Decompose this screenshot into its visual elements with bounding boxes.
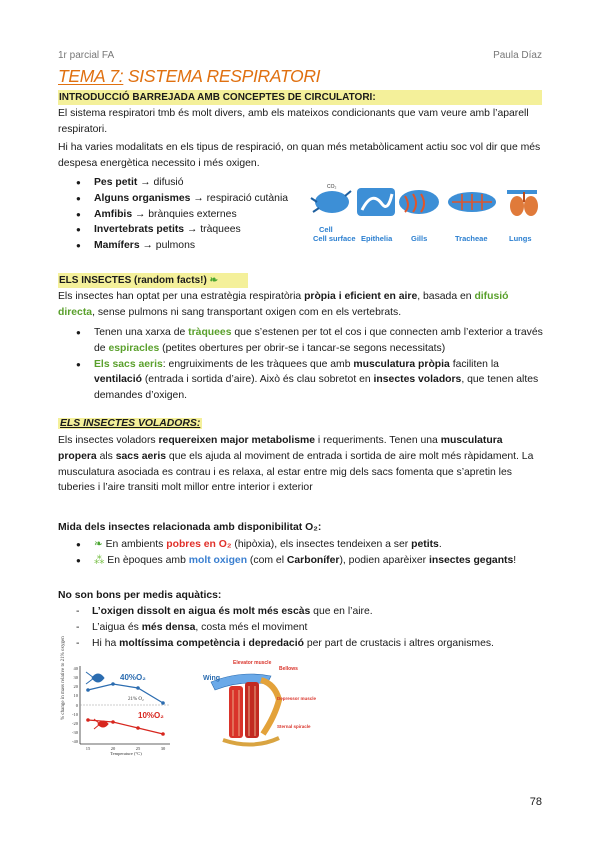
insects-list bbox=[58, 325, 544, 404]
tracheae-illustration bbox=[448, 192, 496, 212]
flying-heading: ELS INSECTES VOLADORS: bbox=[60, 418, 201, 429]
series-10-point bbox=[111, 720, 115, 724]
label-wing: Wing bbox=[203, 675, 221, 682]
list-item: - Hi ha moltíssima competència i depredació per part de crustacis i altres organismes. bbox=[58, 636, 544, 652]
size-list bbox=[58, 537, 544, 569]
co2-label: CO₂ bbox=[327, 184, 337, 190]
insects-heading bbox=[58, 273, 248, 288]
item-rest: → tràquees bbox=[184, 224, 241, 236]
item-bold: Invertebrats petits bbox=[94, 224, 185, 236]
series-40-point bbox=[136, 686, 140, 690]
title-prefix: TEMA 7: bbox=[58, 66, 124, 86]
label-tracheae: Tracheae bbox=[455, 234, 488, 243]
title-rest: SISTEMA RESPIRATORI bbox=[123, 66, 321, 86]
series-40-point bbox=[111, 682, 115, 686]
label-gills: Gills bbox=[411, 234, 428, 243]
series-40-point bbox=[161, 701, 165, 705]
item-bold: Pes petit bbox=[94, 177, 138, 188]
item-rest: → brànquies externes bbox=[132, 208, 237, 220]
size-heading: Mida dels insectes relacionada amb disponibilitat O₂: bbox=[58, 522, 322, 533]
list-item: - L’oxigen dissolt en aigua és molt més escàs que en l’aire. bbox=[58, 604, 544, 620]
epithelia-illustration bbox=[357, 188, 395, 216]
list-item bbox=[58, 175, 308, 191]
x-tick: 15 bbox=[85, 746, 91, 751]
header-course: 1r parcial FA bbox=[58, 50, 115, 61]
oxygen-mass-graph bbox=[58, 636, 178, 756]
respiration-organs-figure bbox=[307, 180, 545, 250]
series-10-point bbox=[136, 726, 140, 730]
label-40-o2: 40%O₂ bbox=[120, 673, 146, 682]
y-tick: -20 bbox=[72, 721, 78, 726]
series-40-point bbox=[86, 688, 90, 692]
page-number: 78 bbox=[529, 796, 542, 808]
page-title bbox=[58, 66, 320, 87]
insects-paragraph: Els insectes han optat per una estratègia respiratòria pròpia i eficient en aire, basada en difusió directa, sense pulmons ni sang transportant oxigen com en els vertebrats. bbox=[58, 291, 509, 318]
label-21-o2: 21% O₂ bbox=[128, 697, 144, 702]
insect-flight-muscle-illustration bbox=[193, 656, 317, 756]
list-item: ● Els sacs aeris: engruiximents de les tràquees que amb musculatura pròpia faciliten la ventilació (entrada i sortida d’aire). Això és clau sobretot en insectes voladors, que tenen altes demandes d’oxigen. bbox=[58, 357, 544, 404]
y-tick: 20 bbox=[73, 684, 78, 689]
list-item bbox=[58, 191, 308, 207]
y-tick: 10 bbox=[73, 693, 78, 698]
aquatic-heading: No son bons per medis aquàtics: bbox=[58, 590, 222, 601]
y-tick: -10 bbox=[72, 712, 78, 717]
lungs-illustration bbox=[507, 190, 538, 216]
list-item: ● Tenen una xarxa de tràquees que s’estenen per tot el cos i que connecten amb l’exterior a través de espiracles (petites obertures per obrir-se i tancar-se segons necessitats) bbox=[58, 325, 544, 357]
label-epithelia: Epithelia bbox=[361, 234, 393, 243]
list-item: ● ❧ En ambients pobres en O₂ (hipòxia), els insectes tendeixen a ser petits. bbox=[58, 537, 544, 553]
list-item: - L’aigua és més densa, costa més el moviment bbox=[58, 620, 544, 636]
graph-x-label: Temperature (°C) bbox=[110, 751, 142, 756]
item-rest: → pulmons bbox=[139, 240, 196, 252]
label-bellows: Bellows bbox=[279, 666, 298, 672]
list-item bbox=[58, 238, 308, 254]
intro-paragraph-2: Hi ha varies modalitats en els tipus de respiració, on quan més metabòlicament actiu soc vol dir que més despesa energètica necessito i més oxigen. bbox=[58, 142, 541, 169]
label-depressor-muscle: Depressor muscle bbox=[277, 696, 317, 701]
series-10-point bbox=[86, 718, 90, 722]
respiration-types-list bbox=[58, 175, 308, 254]
item-bold: Amfibis bbox=[94, 208, 133, 220]
insects-heading-text: ELS INSECTES (random facts!) bbox=[59, 275, 207, 286]
label-elevator-muscle: Elevator muscle bbox=[233, 660, 272, 666]
cell-surface-illustration bbox=[311, 184, 351, 213]
label-cell-surface: Cell surface bbox=[313, 234, 356, 243]
caterpillar-icon: ❧ bbox=[209, 275, 218, 286]
label-sternal-spiracle: Sternal spiracle bbox=[277, 724, 311, 729]
aquatic-list bbox=[58, 604, 544, 651]
flying-paragraph: Els insectes voladors requereixen major metabolisme i requeriments. Tenen una musculatura propera als sacs aeris que els ajuda al moviment de entrada i sortida de aire molt més ràpidament. La musculatura asociada es contrau i es relaxa, al estar entre mig dels sacs fomenta que s’apretin les tuberies i l’aire transiti molt millor entre interior i exterior bbox=[58, 435, 534, 494]
list-item bbox=[58, 222, 308, 238]
x-tick: 30 bbox=[160, 746, 166, 751]
elevator-muscle-shape bbox=[229, 686, 243, 738]
list-item: ● ⁂ En èpoques amb molt oxigen (com el Carbonífer), podien aparèixer insectes gegants! bbox=[58, 553, 544, 569]
depressor-muscle-shape bbox=[245, 682, 259, 738]
x-tick: 20 bbox=[110, 746, 116, 751]
y-tick: 0 bbox=[75, 703, 78, 708]
graph-y-label: % change in mass relative to 21% oxygen bbox=[61, 636, 66, 720]
label-cell: Cell bbox=[319, 225, 333, 234]
y-tick: -30 bbox=[72, 730, 78, 735]
series-10-point bbox=[161, 732, 165, 736]
y-tick: 30 bbox=[73, 675, 78, 680]
label-10-o2: 10%O₂ bbox=[138, 711, 164, 720]
intro-heading: INTRODUCCIÓ BARREJADA AMB CONCEPTES DE CIRCULATORI: bbox=[58, 90, 542, 105]
y-tick: 40 bbox=[73, 666, 78, 671]
item-rest: → difusió bbox=[137, 177, 184, 188]
header-author: Paula Díaz bbox=[493, 50, 542, 61]
y-tick: -40 bbox=[72, 739, 78, 744]
item-rest: → respiració cutània bbox=[190, 192, 289, 204]
list-item bbox=[58, 207, 308, 223]
item-bold: Alguns organismes bbox=[94, 192, 191, 204]
x-tick: 25 bbox=[135, 746, 141, 751]
larva-icon: ⁂ bbox=[94, 554, 105, 566]
intro-paragraph-1: El sistema respiratori tmb és molt divers, amb els mateixos condicionants que vam veure amb l’aparell respiratori. bbox=[58, 108, 529, 135]
label-lungs: Lungs bbox=[509, 234, 532, 243]
item-bold: Mamífers bbox=[94, 240, 140, 252]
caterpillar-small-icon: ❧ bbox=[94, 539, 103, 550]
gills-illustration bbox=[399, 190, 439, 214]
